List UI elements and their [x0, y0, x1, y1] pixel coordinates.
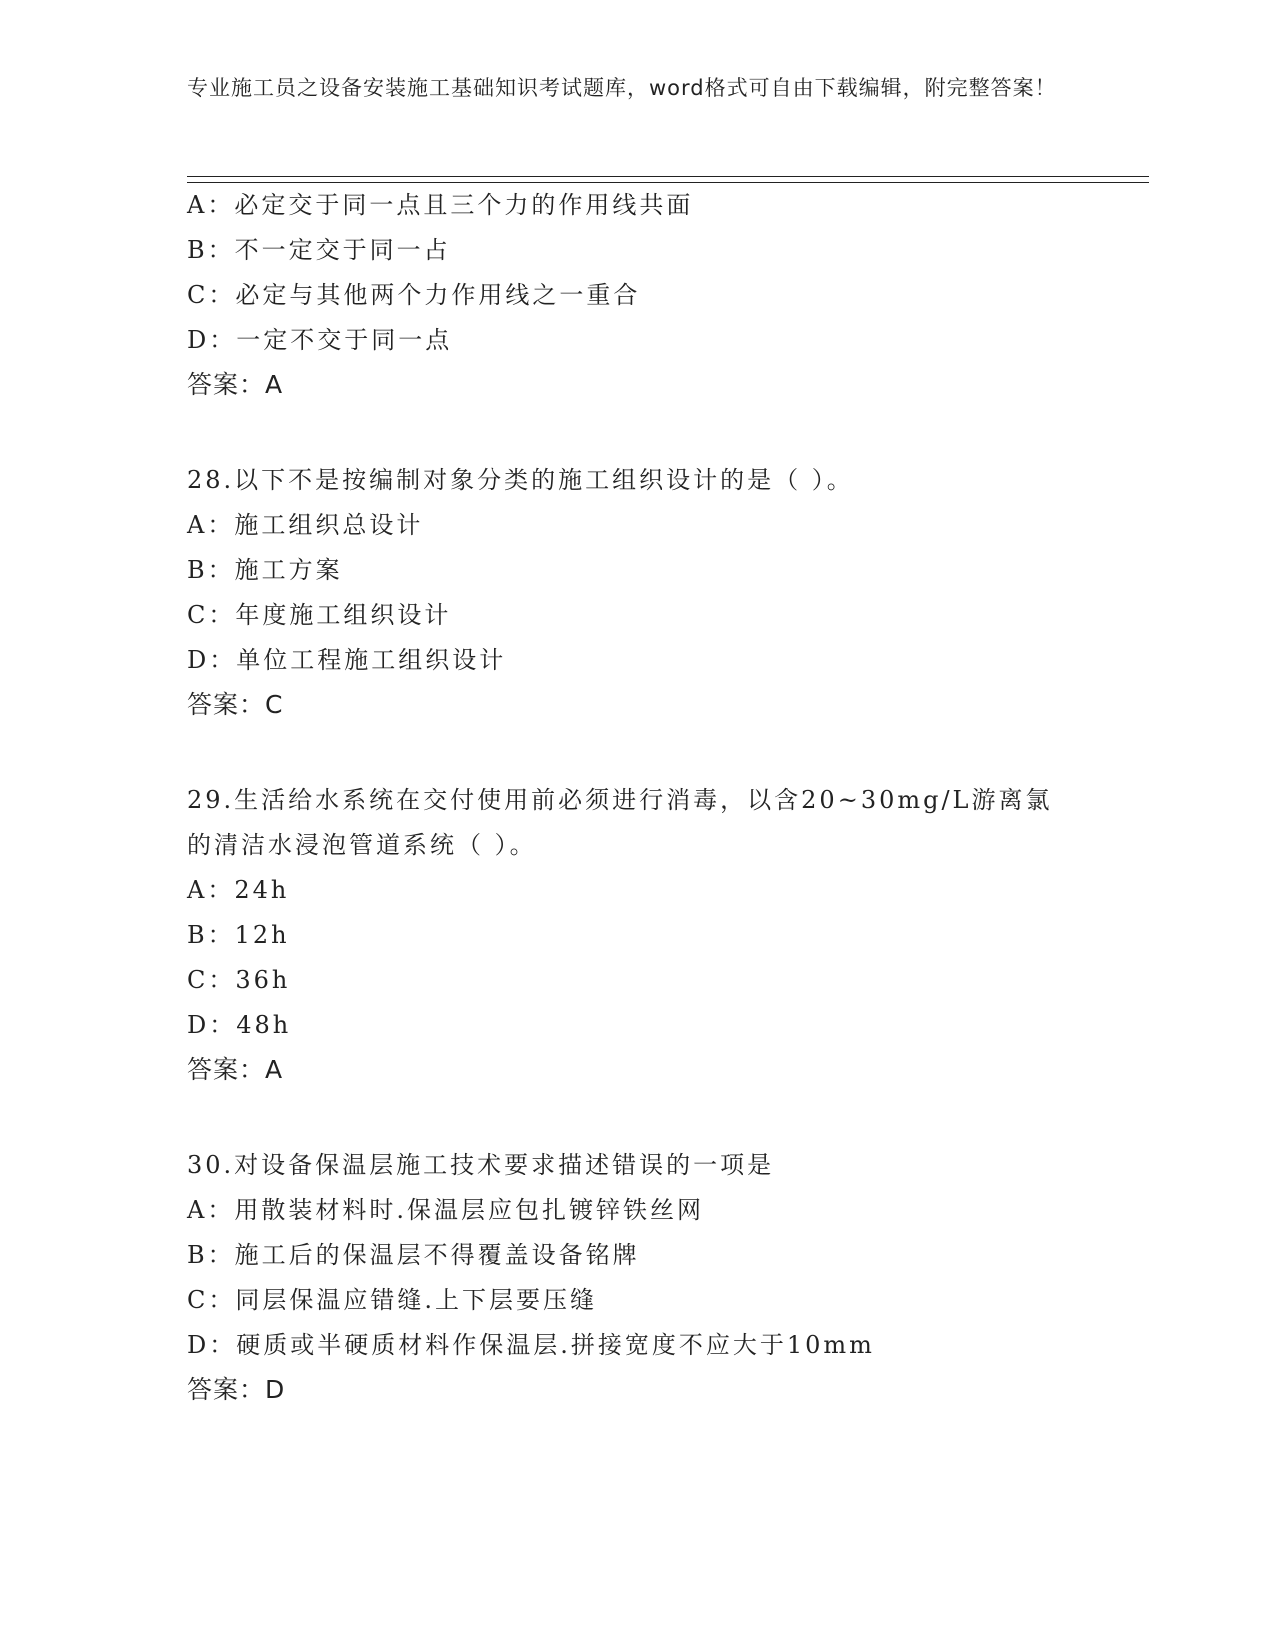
answer-line: 答案：A [187, 370, 284, 399]
option-d: D：单位工程施工组织设计 [187, 646, 507, 674]
option-d: D：一定不交于同一点 [187, 326, 453, 354]
answer-line: 答案：A [187, 1055, 284, 1084]
option-a: A：必定交于同一点且三个力的作用线共面 [187, 191, 694, 219]
question-stem: 28.以下不是按编制对象分类的施工组织设计的是（ ）。 [187, 466, 854, 494]
option-c: C：必定与其他两个力作用线之一重合 [187, 281, 641, 309]
option-a: A：施工组织总设计 [187, 511, 424, 539]
option-b: B：施工方案 [187, 556, 343, 584]
option-b: B：施工后的保温层不得覆盖设备铭牌 [187, 1241, 640, 1269]
option-d: D：硬质或半硬质材料作保温层.拼接宽度不应大于10mm [187, 1331, 875, 1359]
question-stem: 29.生活给水系统在交付使用前必须进行消毒，以含20~30mg/L游离氯 [187, 786, 1053, 814]
header-divider-bottom [187, 182, 1149, 183]
answer-line: 答案：D [187, 1375, 286, 1404]
option-a: A：用散装材料时.保温层应包扎镀锌铁丝网 [187, 1196, 704, 1224]
option-d: D：48h [187, 1011, 292, 1039]
option-c: C：年度施工组织设计 [187, 601, 452, 629]
question-stem-continued: 的清洁水浸泡管道系统（ ）。 [187, 831, 537, 859]
question-stem: 30.对设备保温层施工技术要求描述错误的一项是 [187, 1151, 775, 1179]
option-a: A：24h [187, 876, 290, 904]
option-c: C：36h [187, 966, 291, 994]
option-b: B：不一定交于同一占 [187, 236, 451, 264]
option-c: C：同层保温应错缝.上下层要压缝 [187, 1286, 597, 1314]
answer-line: 答案：C [187, 690, 284, 719]
document-header: 专业施工员之设备安装施工基础知识考试题库，word格式可自由下载编辑，附完整答案！ [187, 76, 1057, 100]
header-divider-top [187, 176, 1149, 177]
option-b: B：12h [187, 921, 290, 949]
